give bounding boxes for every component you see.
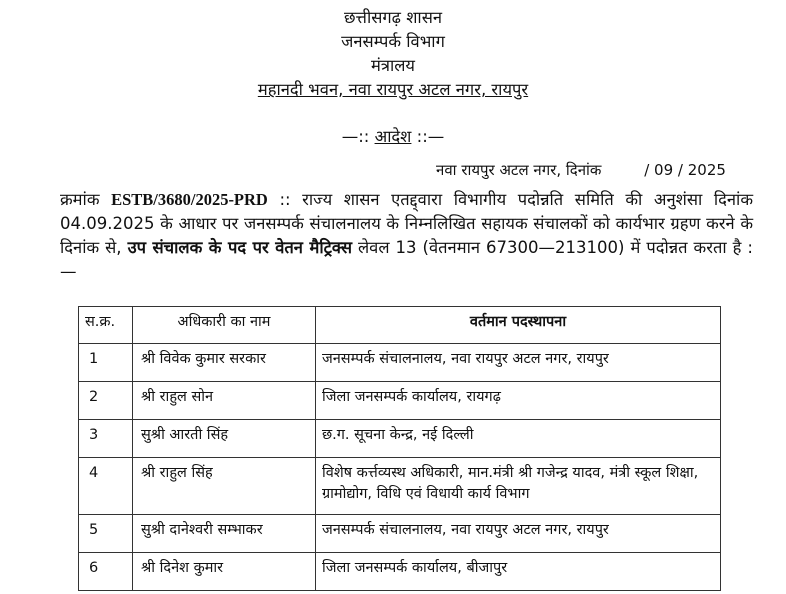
reference-label: क्रमांक: [60, 190, 112, 209]
row-sno: 5: [79, 515, 133, 553]
table-row: [79, 344, 721, 382]
header-posting: वर्तमान पदस्थापना: [316, 307, 721, 344]
header-name: अधिकारी का नाम: [133, 307, 316, 344]
row-sno: 4: [79, 458, 133, 515]
row-name: श्री राहुल सोन: [133, 382, 316, 420]
row-name: श्री विवेक कुमार सरकार: [133, 344, 316, 382]
table-row: [79, 515, 721, 553]
row-posting: जिला जनसम्पर्क कार्यालय, बीजापुर: [316, 553, 721, 591]
letterhead: [0, 6, 786, 102]
row-posting: जनसम्पर्क संचालनालय, नवा रायपुर अटल नगर, रायपुर: [316, 515, 721, 553]
row-sno: 3: [79, 420, 133, 458]
order-text-2: लेवल 13 (वेतनमान 67300—213100) में पदोन्नत करता है :—: [60, 238, 753, 281]
order-text-bold: उप संचालक के पद पर वेतन मैट्रिक्स: [127, 238, 352, 257]
order-heading-suffix: ::—: [411, 127, 445, 146]
order-text-1: :: राज्य शासन एतद्द्वारा विभागीय पदोन्नति समिति की अनुशंसा दिनांक 04.09.2025 के आधार पर जनसम्पर्क संचालनालय के निम्नलिखित सहायक संचालकों को कार्यभार ग्रहण करने के दिनांक से,: [60, 190, 753, 257]
order-heading: [0, 124, 786, 147]
date-line: [436, 160, 726, 180]
date-place: नवा रायपुर अटल नगर, दिनांक: [436, 161, 602, 179]
row-posting: छ.ग. सूचना केन्द्र, नई दिल्ली: [316, 420, 721, 458]
order-heading-prefix: —::: [341, 127, 375, 146]
table-header-row: [79, 307, 721, 344]
table-row: [79, 553, 721, 591]
table-row: [79, 382, 721, 420]
row-posting: विशेष कर्त्तव्यस्थ अधिकारी, मान.मंत्री श्री गजेन्द्र यादव, मंत्री स्कूल शिक्षा, ग्रामोद्योग, विधि एवं विधायी कार्य विभाग: [316, 458, 721, 515]
date-value: / 09 / 2025: [644, 161, 726, 179]
row-name: सुश्री आरती सिंह: [133, 420, 316, 458]
row-sno: 6: [79, 553, 133, 591]
row-posting: जिला जनसम्पर्क कार्यालय, रायगढ़: [316, 382, 721, 420]
order-title: आदेश: [374, 127, 412, 146]
row-name: श्री दिनेश कुमार: [133, 553, 316, 591]
row-posting: जनसम्पर्क संचालनालय, नवा रायपुर अटल नगर, रायपुर: [316, 344, 721, 382]
table-row: [79, 458, 721, 515]
government-name: छत्तीसगढ़ शासन: [343, 8, 443, 27]
row-name: सुश्री दानेश्वरी सम्भाकर: [133, 515, 316, 553]
row-name: श्री राहुल सिंह: [133, 458, 316, 515]
order-paragraph: [60, 188, 753, 284]
header-sno: स.क्र.: [79, 307, 133, 344]
department-name: जनसम्पर्क विभाग: [341, 32, 445, 51]
reference-number: ESTB/3680/2025-PRD: [111, 190, 268, 209]
office-address: महानदी भवन, नवा रायपुर अटल नगर, रायपुर: [257, 80, 529, 99]
row-sno: 2: [79, 382, 133, 420]
promotion-table: [78, 306, 721, 591]
ministry-name: मंत्रालय: [370, 56, 415, 75]
table-row: [79, 420, 721, 458]
row-sno: 1: [79, 344, 133, 382]
